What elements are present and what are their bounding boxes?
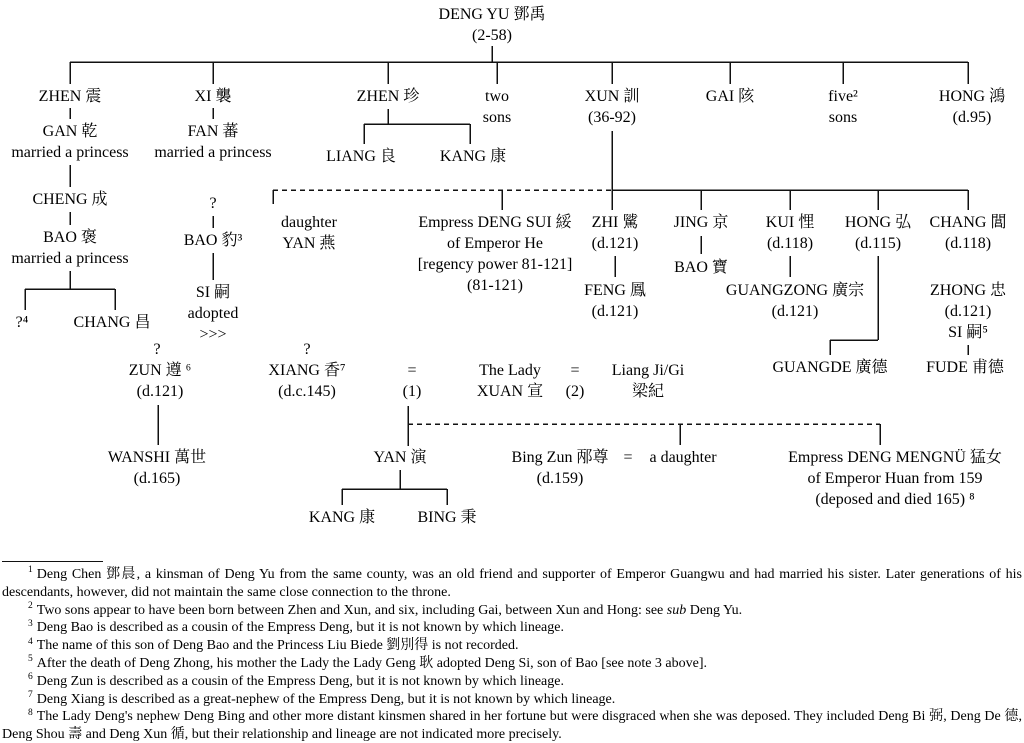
label-line: sons: [828, 109, 858, 126]
person-name: XUN 訓: [584, 88, 640, 105]
node-a-daughter: [649, 447, 716, 468]
footnote-1: $^1$ Deng Chen 鄧晨, a kinsman of Deng Yu from the same county, was an old friend and supporter of Emperor Guangwu and had married his sister. Later generations of his descendants, however, did not maintain the same close connection to the throne.: [2, 565, 1022, 600]
node-yan-b: [374, 447, 427, 468]
person-name: GAN 乾: [42, 123, 98, 140]
node-uncertainty-zun: [153, 339, 160, 360]
node-zun: [129, 360, 191, 402]
person-name: ?⁴: [15, 314, 29, 331]
person-name: LIANG 良: [326, 148, 396, 165]
person-name: ZUN 遵 ⁶: [128, 362, 192, 379]
person-note: married a princess: [11, 250, 129, 267]
person-name: FENG 鳳: [584, 282, 646, 299]
node-two-sons: [483, 86, 511, 128]
person-dates: (36-92): [588, 109, 636, 126]
node-deng-yu: [439, 4, 546, 46]
node-liang: [326, 146, 396, 167]
adoption-arrow: >>>: [199, 326, 227, 343]
node-chang-a: [74, 312, 151, 333]
footnote-number: 5: [28, 654, 33, 665]
person-name: SI 嗣: [195, 284, 231, 301]
person-dates: (d.121): [591, 303, 639, 320]
person-note: [regency power 81-121]: [417, 256, 573, 273]
node-marriage-3: [623, 447, 632, 468]
node-liang-ji: [612, 360, 684, 402]
node-si-adopted: [188, 282, 239, 345]
node-gai: [706, 86, 754, 107]
label-line: five²: [828, 88, 858, 105]
node-bing-zun: [512, 447, 609, 489]
footnote-7: $^7$ Deng Xiang is described as a great-nephew of the Empress Deng, but it is not known by which lineage.: [28, 689, 616, 707]
person-name: Empress DENG SUI 綏: [418, 214, 572, 231]
node-feng: [584, 280, 646, 322]
label-line: sons: [482, 109, 512, 126]
person-name-cjk: 梁紀: [631, 383, 664, 400]
footnote-4: $^4$ The name of this son of Deng Bao and the Princess Liu Biede 劉別得 is not recorded.: [28, 636, 519, 654]
person-name: YAN 演: [373, 449, 427, 466]
person-dates: (81-121): [467, 277, 523, 294]
person-note: adopted: [187, 305, 239, 322]
person-name: Bing Zun 邴尊: [511, 449, 609, 466]
person-dates: (d.115): [854, 235, 902, 252]
footnote-number: 6: [28, 672, 33, 683]
person-name: CHANG 閶: [929, 214, 1007, 231]
node-uncertainty-bao: [209, 193, 216, 214]
person-name: KANG 康: [308, 509, 376, 526]
label-line: two: [484, 88, 509, 105]
person-note: of Emperor Huan from 159: [807, 470, 983, 487]
node-guangde: [772, 357, 887, 378]
person-note: married a princess: [154, 144, 272, 161]
person-dates: (d.121): [591, 235, 639, 252]
node-hong-b: [845, 212, 911, 254]
footnote-3: $^3$ Deng Bao is described as a cousin of the Empress Deng, but it is not known by which lineage.: [28, 618, 564, 636]
person-dates: (d.121): [944, 303, 992, 320]
person-name: BAO 褒: [43, 229, 97, 246]
node-empress-deng-mengnu: [788, 447, 1002, 510]
person-name: KUI 悝: [765, 214, 815, 231]
node-zhong: [930, 280, 1006, 343]
person-dates: (d.165): [133, 470, 181, 487]
node-empress-deng-sui: [418, 212, 573, 296]
person-dates: (d.118): [944, 235, 992, 252]
footnote-5: $^5$ After the death of Deng Zhong, his mother the Lady the Lady Geng 耿 adopted Deng Si, son of Bao [see note 3 above].: [28, 654, 708, 671]
person-note: SI 嗣⁵: [948, 324, 988, 341]
node-fan: [154, 121, 271, 163]
footnote-number: 7: [28, 689, 33, 700]
node-marriage-1: [403, 360, 422, 402]
node-wanshi: [108, 447, 206, 489]
person-name: ZHEN 震: [38, 88, 102, 105]
node-kui: [766, 212, 814, 254]
node-bao-c: [674, 257, 728, 278]
person-name: BAO 豹³: [183, 232, 243, 249]
node-xi: [195, 86, 232, 107]
person-name: GUANGZONG 廣宗: [725, 282, 865, 299]
footnote-separator-rule: [2, 561, 103, 562]
person-name: JING 京: [673, 214, 729, 231]
person-dates: (deposed and died 165) ⁸: [815, 491, 975, 508]
person-note: of Emperor He: [447, 235, 543, 252]
equals-sign: =: [407, 362, 417, 379]
node-zhi: [592, 212, 639, 254]
marriage-order: (1): [402, 383, 422, 400]
equals-sign: =: [570, 362, 580, 379]
person-note: The Lady: [479, 362, 541, 379]
person-name: CHENG 成: [32, 191, 108, 208]
equals-sign: =: [623, 449, 633, 466]
node-five-sons: [828, 86, 858, 128]
node-chang-b: [930, 212, 1007, 254]
person-name: YAN 燕: [282, 235, 336, 252]
person-name: CHANG 昌: [73, 314, 151, 331]
person-dates: (2-58): [472, 27, 512, 44]
person-name: BING 秉: [417, 509, 477, 526]
person-name: HONG 弘: [844, 214, 912, 231]
node-bing: [417, 507, 476, 528]
node-guangzong: [726, 280, 864, 322]
footnote-number: 8: [28, 707, 33, 718]
node-unknown-son: [16, 312, 29, 333]
node-hong-a: [939, 86, 1005, 128]
person-dates: (d.c.145): [278, 383, 336, 400]
person-name: BAO 寶: [674, 259, 728, 276]
node-zhen-a: [39, 86, 102, 107]
person-note: daughter: [281, 214, 337, 231]
person-name: XIANG 香⁷: [268, 362, 346, 379]
node-fude: [926, 357, 1004, 378]
person-name: FAN 蕃: [187, 123, 239, 140]
person-name: KANG 康: [439, 148, 507, 165]
person-dates: (d.118): [766, 235, 814, 252]
person-name: GUANGDE 廣德: [772, 359, 888, 376]
node-kang-a: [440, 146, 506, 167]
node-xiang: [268, 360, 345, 402]
footnote-6: $^6$ Deng Zun is described as a cousin of the Empress Deng, but it is not known by which lineage.: [28, 672, 564, 689]
person-name: ZHEN 珍: [356, 88, 420, 105]
uncertainty-mark: ?: [303, 341, 311, 358]
uncertainty-mark: ?: [209, 195, 217, 212]
node-marriage-2: [566, 360, 585, 402]
node-xun: [585, 86, 640, 128]
person-name: WANSHI 萬世: [107, 449, 207, 466]
node-uncertainty-xiang: [303, 339, 310, 360]
person-note: married a princess: [11, 144, 129, 161]
footnotes-block: [2, 566, 1022, 743]
person-name: ZHI 騭: [591, 214, 639, 231]
node-zhen-b: [357, 86, 420, 107]
person-name: DENG YU 鄧禹: [438, 6, 546, 23]
person-dates: (d.121): [771, 303, 819, 320]
person-name: ZHONG 忠: [930, 282, 1006, 299]
footnote-2: $^2$ Two sons appear to have been born between Zhen and Xun, and six, including Gai, between Xun and Hong: see sub Deng Yu.: [28, 600, 743, 618]
node-bao-a: [11, 227, 128, 269]
person-dates: (d.159): [536, 470, 584, 487]
person-name: GAI 陔: [705, 88, 755, 105]
person-name: Empress DENG MENGNÜ 猛女: [788, 449, 1002, 466]
node-lady-xuan: [477, 360, 543, 402]
node-bao-b: [184, 230, 243, 251]
person-name: XI 襲: [194, 88, 232, 105]
person-dates: (d.95): [952, 109, 992, 126]
person-name: XUAN 宣: [476, 383, 544, 400]
person-dates: (d.121): [136, 383, 184, 400]
person-name: HONG 鴻: [938, 88, 1006, 105]
footnote-number: 1: [28, 565, 33, 576]
uncertainty-mark: ?: [153, 341, 161, 358]
person-name: FUDE 甫德: [926, 359, 1004, 376]
node-cheng: [32, 189, 107, 210]
marriage-order: (2): [565, 383, 585, 400]
node-gan: [11, 121, 128, 163]
footnote-number: 4: [28, 636, 33, 647]
person-note: a daughter: [649, 449, 717, 466]
node-daughter-yan: [281, 212, 337, 254]
footnote-8: $^8$ The Lady Deng's nephew Deng Bing and other more distant kinsmen shared in her fortune but were disgraced when she was deposed. They included Deng Bi 弼, Deng De 德, Deng Shou 壽 and Deng Xun 循, but their relationship and lineage are not indicated more precisely.: [2, 707, 1022, 743]
node-kang-b: [309, 507, 375, 528]
footnote-number: 2: [28, 600, 33, 611]
person-name: Liang Ji/Gi: [611, 362, 685, 379]
node-jing: [674, 212, 729, 233]
footnote-number: 3: [28, 618, 33, 629]
